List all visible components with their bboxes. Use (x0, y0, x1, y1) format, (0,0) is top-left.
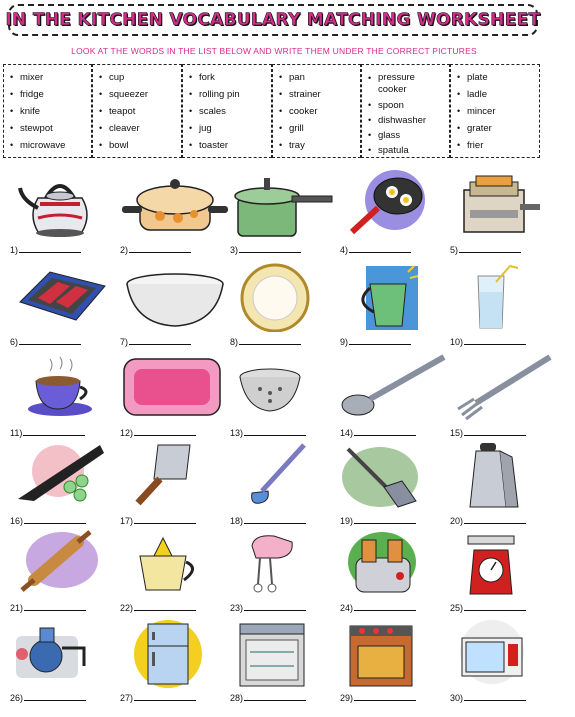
word-bank-item: • pressure cooker (368, 72, 438, 96)
item-number: 12) (120, 428, 134, 438)
cooker-icon (340, 618, 450, 688)
word-bank-item: • jug (189, 120, 271, 137)
answer-line (354, 692, 416, 701)
word-bank-item: • spatula (368, 143, 449, 158)
grater-icon (450, 441, 560, 511)
item-number: 5) (450, 245, 459, 255)
frying-pan-icon (340, 170, 450, 240)
item-number: 26) (10, 693, 24, 703)
answer-line (464, 602, 526, 611)
item-number: 20) (450, 516, 464, 526)
answer-line (464, 515, 526, 524)
item-number: 2) (120, 245, 129, 255)
item-number: 1) (10, 245, 19, 255)
item-number: 17) (120, 516, 134, 526)
item-number: 6) (10, 337, 19, 347)
word-bank-item: • glass (368, 128, 449, 143)
item-number: 11) (10, 428, 23, 438)
answer-line (354, 602, 416, 611)
picture-cell (10, 170, 120, 258)
glass-icon (450, 262, 560, 332)
picture-cell (10, 262, 120, 350)
word-bank-item: • dishwasher (368, 113, 449, 128)
word-bank-item: • scales (189, 103, 271, 120)
picture-cell (450, 170, 560, 258)
answer-line (244, 692, 306, 701)
picture-cell (230, 618, 340, 706)
answer-line (459, 244, 521, 253)
word-bank-item: • cup (99, 69, 181, 86)
picture-cell (340, 353, 450, 441)
item-number: 7) (120, 337, 129, 347)
answer-line (464, 427, 526, 436)
item-number: 4) (340, 245, 349, 255)
item-number: 8) (230, 337, 239, 347)
picture-cell (230, 262, 340, 350)
picture-cell (120, 262, 230, 350)
answer-line (134, 692, 196, 701)
item-number: 27) (120, 693, 134, 703)
answer-line (24, 692, 86, 701)
spoon-icon (340, 353, 450, 423)
word-bank-item: • toaster (189, 137, 271, 154)
answer-line (349, 244, 411, 253)
knife-icon (10, 441, 120, 511)
word-bank-column-3 (182, 64, 272, 158)
picture-cell (10, 353, 120, 441)
picture-cell (120, 170, 230, 258)
word-bank-item: • plate (457, 69, 539, 86)
fridge-icon (120, 618, 230, 688)
picture-cell (10, 528, 120, 616)
item-number: 28) (230, 693, 244, 703)
instruction-text: LOOK AT THE WORDS IN THE LIST BELOW AND WRITE THEM UNDER THE CORRECT PICTURES (71, 46, 477, 56)
picture-cell (450, 353, 560, 441)
bowl-icon (120, 262, 230, 332)
item-number: 22) (120, 603, 134, 613)
picture-cell (230, 441, 340, 529)
picture-cell (340, 262, 450, 350)
item-number: 24) (340, 603, 354, 613)
picture-cell (450, 528, 560, 616)
answer-line (349, 336, 411, 345)
answer-line (134, 427, 196, 436)
word-bank-item: • frier (457, 137, 539, 154)
toaster-icon (340, 528, 450, 598)
item-number: 15) (450, 428, 464, 438)
microwave-icon (450, 618, 560, 688)
word-bank-column-6 (450, 64, 540, 158)
word-bank-item: • pan (279, 69, 360, 86)
item-number: 9) (340, 337, 349, 347)
title-box (5, 4, 541, 36)
answer-line (244, 515, 306, 524)
item-number: 23) (230, 603, 244, 613)
word-bank-item: • fork (189, 69, 271, 86)
item-number: 21) (10, 603, 24, 613)
word-bank-item: • tray (279, 137, 360, 154)
picture-cell (10, 441, 120, 529)
picture-cell (120, 353, 230, 441)
grill-icon (10, 262, 120, 332)
item-number: 16) (10, 516, 24, 526)
pressure-cooker-icon (230, 170, 340, 240)
item-number: 13) (230, 428, 244, 438)
word-bank-item: • strainer (279, 86, 360, 103)
answer-line (24, 515, 86, 524)
word-bank-item: • bowl (99, 137, 181, 154)
kettle-icon (10, 170, 120, 240)
answer-line (239, 244, 301, 253)
answer-line (354, 515, 416, 524)
answer-line (129, 336, 191, 345)
picture-cell (230, 528, 340, 616)
picture-cell (450, 262, 560, 350)
item-number: 10) (450, 337, 464, 347)
word-bank-item: • mincer (457, 103, 539, 120)
item-number: 30) (450, 693, 464, 703)
picture-cell (230, 353, 340, 441)
tray-icon (120, 353, 230, 423)
mincer-icon (10, 618, 120, 688)
answer-line (19, 336, 81, 345)
answer-line (464, 336, 526, 345)
answer-line (129, 244, 191, 253)
answer-line (464, 692, 526, 701)
word-bank-item: • cleaver (99, 120, 181, 137)
picture-cell (340, 170, 450, 258)
dishwasher-icon (230, 618, 340, 688)
item-number: 19) (340, 516, 354, 526)
picture-cell (120, 618, 230, 706)
item-number: 18) (230, 516, 244, 526)
fork-icon (450, 353, 560, 423)
item-number: 25) (450, 603, 464, 613)
answer-line (354, 427, 416, 436)
picture-cell (450, 618, 560, 706)
word-bank-item: • grill (279, 120, 360, 137)
answer-line (19, 244, 81, 253)
squeezer-icon (120, 528, 230, 598)
ladle-icon (230, 441, 340, 511)
mixer-icon (230, 528, 340, 598)
word-bank-item: • rolling pin (189, 86, 271, 103)
picture-cell (120, 441, 230, 529)
answer-line (23, 427, 85, 436)
jug-icon (340, 262, 450, 332)
word-bank-item: • grater (457, 120, 539, 137)
answer-line (24, 602, 86, 611)
picture-cell (340, 528, 450, 616)
deep-frier-icon (450, 170, 560, 240)
word-bank-column-2 (92, 64, 182, 158)
plate-icon (230, 262, 340, 332)
answer-line (134, 515, 196, 524)
word-bank-item: • stewpot (10, 120, 91, 137)
word-bank-item: • cooker (279, 103, 360, 120)
answer-line (244, 602, 306, 611)
cleaver-icon (120, 441, 230, 511)
word-bank-column-1 (3, 64, 92, 158)
picture-cell (340, 618, 450, 706)
word-bank-item: • squeezer (99, 86, 181, 103)
item-number: 29) (340, 693, 354, 703)
word-bank-column-5 (361, 64, 450, 158)
cup-icon (10, 353, 120, 423)
spatula-icon (340, 441, 450, 511)
page-title: IN THE KITCHEN VOCABULARY MATCHING WORKSHEET (5, 10, 541, 30)
rolling-pin-icon (10, 528, 120, 598)
picture-cell (10, 618, 120, 706)
answer-line (239, 336, 301, 345)
picture-cell (450, 441, 560, 529)
stewpot-icon (120, 170, 230, 240)
word-bank-item: • mixer (10, 69, 91, 86)
item-number: 14) (340, 428, 354, 438)
picture-cell (340, 441, 450, 529)
word-bank-item: • ladle (457, 86, 539, 103)
word-bank-column-4 (272, 64, 361, 158)
scales-icon (450, 528, 560, 598)
picture-cell (120, 528, 230, 616)
word-bank-item: • fridge (10, 86, 91, 103)
word-bank-item: • knife (10, 103, 91, 120)
answer-line (134, 602, 196, 611)
word-bank-item: • teapot (99, 103, 181, 120)
picture-cell (230, 170, 340, 258)
word-bank-item: • microwave (10, 137, 91, 154)
strainer-icon (230, 353, 340, 423)
answer-line (244, 427, 306, 436)
word-bank-item: • spoon (368, 98, 449, 113)
item-number: 3) (230, 245, 239, 255)
